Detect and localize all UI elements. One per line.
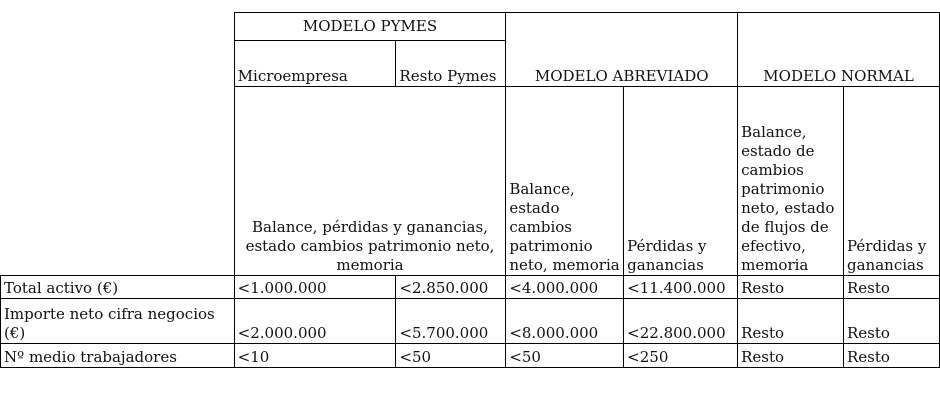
table-row [1, 299, 940, 344]
cell-abreviado-1: <50 [506, 344, 624, 368]
cell-abreviado-2: <11.400.000 [624, 276, 738, 299]
table-row [1, 344, 940, 368]
row-label: Nº medio trabajadores [1, 344, 235, 368]
cell-micro: <1.000.000 [234, 276, 396, 299]
cell-normal-1: Resto [738, 344, 844, 368]
row-label: Importe neto cifra negocios (€) [1, 299, 235, 344]
cell-resto-pymes: <2.850.000 [396, 276, 506, 299]
header-microempresa: Microempresa [234, 41, 396, 87]
blank-corner [1, 13, 235, 276]
size-criteria-table [0, 12, 940, 368]
header-modelo-normal: MODELO NORMAL [738, 13, 940, 87]
cell-normal-2: Resto [844, 276, 940, 299]
documents-normal-balance: Balance, estado de cambios patrimonio neto, estado de flujos de efectivo, memoria [738, 87, 844, 276]
documents-abreviado-pyg: Pérdidas y ganancias [624, 87, 738, 276]
documents-normal-pyg: Pérdidas y ganancias [844, 87, 940, 276]
cell-abreviado-2: <22.800.000 [624, 299, 738, 344]
cell-normal-2: Resto [844, 299, 940, 344]
cell-micro: <10 [234, 344, 396, 368]
header-resto-pymes: Resto Pymes [396, 41, 506, 87]
cell-abreviado-1: <8.000.000 [506, 299, 624, 344]
cell-resto-pymes: <5.700.000 [396, 299, 506, 344]
row-label: Total activo (€) [1, 276, 235, 299]
cell-micro: <2.000.000 [234, 299, 396, 344]
documents-pymes: Balance, pérdidas y ganancias, estado cambios patrimonio neto, memoria [234, 87, 506, 276]
cell-normal-1: Resto [738, 276, 844, 299]
table-row [1, 276, 940, 299]
documents-abreviado-balance: Balance, estado cambios patrimonio neto, memoria [506, 87, 624, 276]
cell-normal-2: Resto [844, 344, 940, 368]
cell-normal-1: Resto [738, 299, 844, 344]
header-modelo-pymes: MODELO PYMES [234, 13, 506, 41]
cell-abreviado-1: <4.000.000 [506, 276, 624, 299]
cell-resto-pymes: <50 [396, 344, 506, 368]
header-modelo-abreviado: MODELO ABREVIADO [506, 13, 738, 87]
cell-abreviado-2: <250 [624, 344, 738, 368]
